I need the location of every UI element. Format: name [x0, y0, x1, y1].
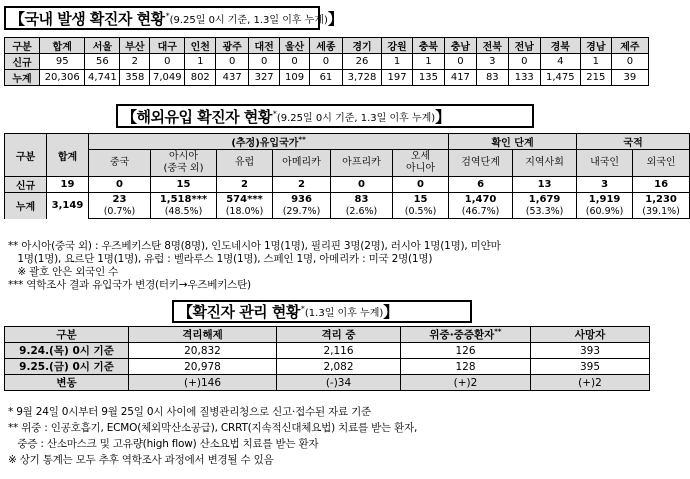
management-cell: 20,978 [129, 359, 277, 375]
imported-cum-total: 3,149 [47, 193, 89, 219]
domestic-cell: 417 [444, 70, 476, 86]
domestic-cell: 20,306 [40, 70, 85, 86]
management-header-cell [401, 327, 531, 343]
imported-subheader-cell: 외국인 [633, 150, 690, 177]
management-cell: 2,082 [277, 359, 401, 375]
domestic-header-cell: 충북 [412, 38, 444, 54]
imported-title-star: * [272, 109, 277, 119]
imported-title-close: 】 [435, 107, 450, 126]
domestic-cases-title [4, 6, 343, 30]
management-cell: (+)2 [401, 375, 531, 391]
imported-cases-table [4, 133, 690, 219]
domestic-cell: 109 [280, 70, 310, 86]
imported-pct-cell: (46.7%) [449, 206, 513, 219]
domestic-new-row [5, 54, 649, 70]
imported-subheader-cell: 유럽 [217, 150, 273, 177]
management-change-row [5, 375, 650, 391]
domestic-title-subtitle: (9.25일 0시 기준, 1.3일 이후 누계) [169, 14, 328, 26]
domestic-cell: 0 [280, 54, 310, 70]
imported-percent-row [5, 206, 690, 219]
imported-title-subtitle: (9.25일 0시 기준, 1.3일 이후 누계) [276, 112, 436, 124]
imported-new-cell: 3 [577, 177, 633, 193]
domestic-cell: 3,728 [342, 70, 381, 86]
imported-pct-cell: (60.9%) [577, 206, 633, 219]
imported-cum-cell: 1,470 [449, 193, 513, 206]
domestic-header-cell: 경남 [580, 38, 611, 54]
domestic-header-cell: 서울 [85, 38, 120, 54]
management-cell: (-)34 [277, 375, 401, 391]
domestic-cell: 0 [611, 54, 648, 70]
imported-new-cell: 2 [273, 177, 331, 193]
management-header-cell [129, 327, 277, 343]
domestic-header-cell: 부산 [120, 38, 150, 54]
management-cell: (+)2 [531, 375, 650, 391]
domestic-cell: 215 [580, 70, 611, 86]
domestic-cell: 197 [382, 70, 413, 86]
domestic-cell: 0 [309, 54, 342, 70]
footnote-line: ※ 괄호 안은 외국인 수 [8, 266, 119, 278]
domestic-cell: 1 [580, 54, 611, 70]
imported-new-row [5, 177, 690, 193]
imported-new-cell: 2 [217, 177, 273, 193]
domestic-cell: 4 [540, 54, 580, 70]
imported-pct-cell: (29.7%) [273, 206, 331, 219]
domestic-row-label: 신규 [5, 54, 40, 70]
domestic-cell: 1 [382, 54, 413, 70]
imported-header-total: 합계 [47, 134, 89, 177]
imported-cum-cell: 1,679 [513, 193, 577, 206]
domestic-cell: 0 [508, 54, 540, 70]
management-title-subtitle: (1.3일 이후 누계) [304, 308, 384, 319]
imported-pct-cell: (39.1%) [633, 206, 690, 219]
management-header-sup: ** [494, 327, 502, 336]
footnote-line: ※ 상기 통계는 모두 추후 역학조사 과정에서 변경될 수 있음 [8, 454, 274, 466]
imported-subheader-row [5, 150, 690, 177]
domestic-header-cell: 경북 [540, 38, 580, 54]
domestic-cell: 802 [185, 70, 216, 86]
imported-header-country: (추정)유입국가** [89, 134, 449, 150]
domestic-row-label: 누계 [5, 70, 40, 86]
domestic-header-cell: 광주 [216, 38, 249, 54]
management-title [172, 300, 472, 323]
imported-cum-cell: 1,518*** [151, 193, 217, 206]
management-title-text: 【확진자 관리 현황 [178, 303, 300, 321]
management-cell: 395 [531, 359, 650, 375]
imported-header-nationality: 국적 [577, 134, 690, 150]
domestic-cell: 83 [476, 70, 508, 86]
domestic-cell: 7,049 [150, 70, 185, 86]
imported-new-cell: 16 [633, 177, 690, 193]
domestic-header-cell: 인천 [185, 38, 216, 54]
imported-new-cell: 15 [151, 177, 217, 193]
imported-pct-cell: (53.3%) [513, 206, 577, 219]
domestic-title-close: 】 [327, 9, 343, 28]
imported-new-cell: 0 [89, 177, 151, 193]
imported-cum-cell: 15 [393, 193, 449, 206]
domestic-header-cell: 세종 [309, 38, 342, 54]
management-header-cell [277, 327, 401, 343]
management-title-close: 】 [383, 303, 398, 321]
management-row-0924 [5, 343, 650, 359]
domestic-cell: 56 [85, 54, 120, 70]
imported-cum-cell: 574*** [217, 193, 273, 206]
domestic-cell: 3 [476, 54, 508, 70]
imported-subheader-cell: 오세 아니아 [393, 150, 449, 177]
imported-subheader-cell: 아시아 (중국 외) [151, 150, 217, 177]
imported-cases-title [116, 104, 534, 128]
management-cell: (+)146 [129, 375, 277, 391]
management-header-cell [5, 327, 129, 343]
domestic-header-cell: 합계 [40, 38, 85, 54]
footnote-line: 중증 : 산소마스크 및 고유량(high flow) 산소요법 치료를 받는 환자 [8, 438, 319, 450]
imported-cum-label: 누계 [5, 193, 47, 219]
footnote-line: ** 위중 : 인공호흡기, ECMO(체외막산소공급), CRRT(지속적신대체요법) 치료를 받는 환자, [8, 422, 418, 434]
management-row-label: 9.25.(금) 0시 기준 [5, 359, 129, 375]
footnote-line: * 9월 24일 0시부터 9월 25일 0시 사이에 질병관리청으로 신고·접수된 자료 기준 [8, 406, 372, 418]
domestic-cases-table [4, 37, 649, 86]
domestic-header-cell: 울산 [280, 38, 310, 54]
domestic-cell: 61 [309, 70, 342, 86]
domestic-cell: 135 [412, 70, 444, 86]
domestic-cell: 437 [216, 70, 249, 86]
imported-pct-cell: (0.5%) [393, 206, 449, 219]
domestic-header-cell: 대전 [249, 38, 280, 54]
domestic-cell: 133 [508, 70, 540, 86]
management-header-text: 사망자 [574, 329, 606, 341]
imported-pct-cell: (48.5%) [151, 206, 217, 219]
domestic-cell: 327 [249, 70, 280, 86]
imported-cum-cell: 1,230 [633, 193, 690, 206]
management-cell: 393 [531, 343, 650, 359]
domestic-header-cell: 전남 [508, 38, 540, 54]
management-title-star: * [300, 304, 305, 314]
imported-title-text: 【해외유입 확진자 현황 [122, 107, 272, 126]
domestic-cell: 0 [150, 54, 185, 70]
imported-new-cell: 0 [393, 177, 449, 193]
imported-subheader-cell: 아프리카 [331, 150, 393, 177]
management-header-text: 격리해제 [182, 329, 223, 341]
management-cell: 126 [401, 343, 531, 359]
domestic-cell: 1,475 [540, 70, 580, 86]
imported-subheader-cell: 내국인 [577, 150, 633, 177]
management-cell: 128 [401, 359, 531, 375]
domestic-header-cell: 충남 [444, 38, 476, 54]
domestic-title-text: 【국내 발생 확진자 현황 [10, 9, 165, 28]
imported-new-label: 신규 [5, 177, 47, 193]
domestic-cell: 95 [40, 54, 85, 70]
domestic-cell: 1 [185, 54, 216, 70]
imported-subheader-cell: 아메리카 [273, 150, 331, 177]
imported-header-gubun: 구분 [5, 134, 47, 177]
domestic-cell: 39 [611, 70, 648, 86]
domestic-header-cell: 강원 [382, 38, 413, 54]
imported-new-total: 19 [47, 177, 89, 193]
imported-pct-cell: (0.7%) [89, 206, 151, 219]
management-header-row [5, 327, 650, 343]
management-row-0925 [5, 359, 650, 375]
domestic-cell: 0 [249, 54, 280, 70]
domestic-header-row [5, 38, 649, 54]
management-cell: 2,116 [277, 343, 401, 359]
imported-cum-cell: 23 [89, 193, 151, 206]
management-row-label: 9.24.(목) 0시 기준 [5, 343, 129, 359]
footnote-line: *** 역학조사 결과 유입국가 변경(터키→우즈베키스탄) [8, 279, 251, 291]
imported-subheader-cell: 지역사회 [513, 150, 577, 177]
imported-new-cell: 0 [331, 177, 393, 193]
domestic-cell: 4,741 [85, 70, 120, 86]
imported-footnotes [8, 240, 501, 292]
domestic-cell: 1 [412, 54, 444, 70]
imported-new-cell: 6 [449, 177, 513, 193]
imported-cumulative-row [5, 193, 690, 206]
imported-cum-cell: 936 [273, 193, 331, 206]
management-header-text: 격리 중 [321, 329, 356, 341]
management-header-text: 위중·중증환자 [429, 329, 495, 341]
domestic-cell: 0 [216, 54, 249, 70]
imported-cum-cell: 83 [331, 193, 393, 206]
domestic-header-cell: 대구 [150, 38, 185, 54]
management-cell: 20,832 [129, 343, 277, 359]
imported-pct-cell: (2.6%) [331, 206, 393, 219]
imported-subheader-cell: 검역단계 [449, 150, 513, 177]
domestic-header-cell: 제주 [611, 38, 648, 54]
domestic-cell: 0 [444, 54, 476, 70]
management-table [4, 326, 650, 391]
imported-subheader-cell: 중국 [89, 150, 151, 177]
management-row-label: 변동 [5, 375, 129, 391]
domestic-header-cell: 전북 [476, 38, 508, 54]
domestic-header-cell: 구분 [5, 38, 40, 54]
imported-pct-cell: (18.0%) [217, 206, 273, 219]
imported-new-cell: 13 [513, 177, 577, 193]
domestic-cell: 358 [120, 70, 150, 86]
management-header-text: 구분 [56, 329, 77, 341]
footnote-line: 1명(1명), 요르단 1명(1명), 유럽 : 벨라루스 1명(1명), 스페인 1명, 아메리카 : 미국 2명(1명) [8, 253, 433, 265]
domestic-title-star: * [165, 11, 170, 21]
domestic-cell: 2 [120, 54, 150, 70]
domestic-cell: 26 [342, 54, 381, 70]
domestic-header-cell: 경기 [342, 38, 381, 54]
imported-cum-cell: 1,919 [577, 193, 633, 206]
domestic-cumulative-row [5, 70, 649, 86]
footnote-line: ** 아시아(중국 외) : 우즈베키스탄 8명(8명), 인도네시아 1명(1명), 필리핀 3명(2명), 러시아 1명(1명), 미얀마 [8, 240, 501, 252]
management-footnotes [8, 404, 417, 468]
management-header-cell [531, 327, 650, 343]
imported-header-confirm-stage: 확인 단계 [449, 134, 577, 150]
